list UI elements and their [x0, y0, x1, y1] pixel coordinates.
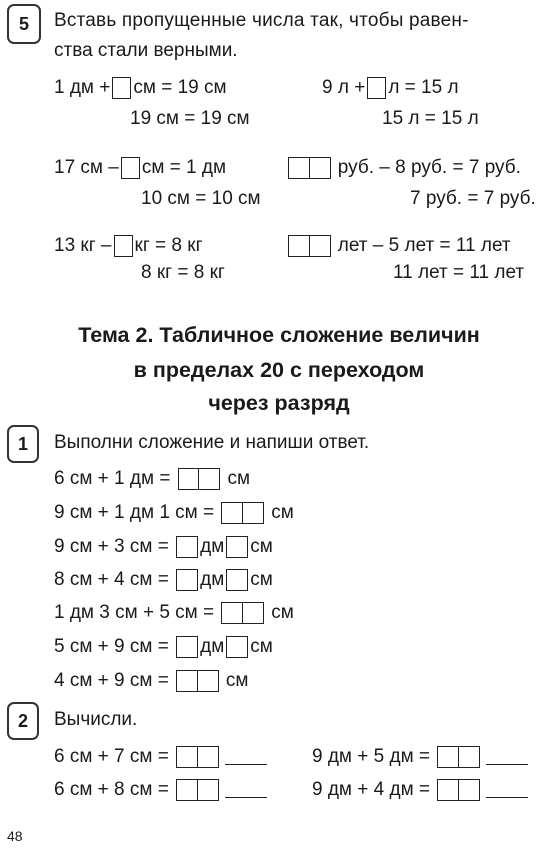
task-number-badge: 5	[7, 4, 41, 44]
equation: 13 кг – кг = 8 кг	[54, 235, 203, 257]
answer-box[interactable]	[226, 536, 248, 558]
answer-line[interactable]	[486, 783, 528, 798]
answer-box[interactable]	[226, 569, 248, 591]
answer-line[interactable]	[486, 750, 528, 765]
equation: 1 дм + см = 19 см	[54, 77, 227, 99]
answer-double-box[interactable]	[437, 779, 480, 801]
answer-double-box[interactable]	[221, 602, 264, 624]
equation: 17 см – см = 1 дм	[54, 157, 227, 179]
answer-box[interactable]	[121, 157, 140, 179]
task-number-badge: 2	[7, 702, 39, 740]
page-number: 48	[7, 828, 23, 844]
task-instruction: ства стали верными.	[54, 40, 238, 61]
answer-box[interactable]	[176, 636, 198, 658]
answer-double-box[interactable]	[176, 779, 219, 801]
answer-box[interactable]	[176, 536, 198, 558]
equation-check: 7 руб. = 7 руб.	[410, 188, 536, 209]
equation-check: 15 л = 15 л	[382, 108, 479, 129]
equation: 6 см + 8 см =	[54, 779, 267, 801]
equation: лет – 5 лет = 11 лет	[286, 235, 511, 257]
equation: руб. – 8 руб. = 7 руб.	[286, 157, 521, 179]
equation-check: 10 см = 10 см	[141, 188, 261, 209]
answer-double-box[interactable]	[437, 746, 480, 768]
equation: 9 л + л = 15 л	[322, 77, 459, 99]
equation: 9 см + 1 дм 1 см = см	[54, 502, 294, 524]
topic-title: в пределах 20 с переходом	[133, 358, 425, 382]
answer-box[interactable]	[176, 569, 198, 591]
answer-double-box[interactable]	[176, 670, 219, 692]
equation: 9 см + 3 см = дм см	[54, 536, 273, 558]
equation: 8 см + 4 см = дм см	[54, 569, 273, 591]
topic-title: Тема 2. Табличное сложение величин	[78, 323, 480, 347]
topic-title: через разряд	[208, 391, 350, 415]
equation-check: 8 кг = 8 кг	[141, 262, 225, 283]
equation: 6 см + 7 см =	[54, 746, 267, 768]
answer-double-box[interactable]	[288, 157, 331, 179]
answer-box[interactable]	[114, 235, 133, 257]
equation-check: 19 см = 19 см	[130, 108, 250, 129]
equation: 6 см + 1 дм = см	[54, 468, 251, 490]
equation-check: 11 лет = 11 лет	[393, 262, 525, 283]
task-instruction: Вставь пропущенные числа так, чтобы равен-	[54, 10, 469, 31]
equation: 1 дм 3 см + 5 см = см	[54, 602, 294, 624]
task-instruction: Выполни сложение и напиши ответ.	[54, 432, 370, 453]
equation: 5 см + 9 см = дм см	[54, 636, 273, 658]
task-instruction: Вычисли.	[54, 709, 138, 730]
answer-double-box[interactable]	[288, 235, 331, 257]
answer-line[interactable]	[225, 783, 267, 798]
answer-box[interactable]	[226, 636, 248, 658]
task-number-badge: 1	[7, 425, 39, 463]
answer-line[interactable]	[225, 750, 267, 765]
equation: 4 см + 9 см = см	[54, 670, 249, 692]
equation: 9 дм + 4 дм =	[312, 779, 528, 801]
answer-box[interactable]	[367, 77, 386, 99]
answer-box[interactable]	[112, 77, 131, 99]
answer-double-box[interactable]	[176, 746, 219, 768]
answer-double-box[interactable]	[221, 502, 264, 524]
answer-double-box[interactable]	[178, 468, 221, 490]
equation: 9 дм + 5 дм =	[312, 746, 528, 768]
